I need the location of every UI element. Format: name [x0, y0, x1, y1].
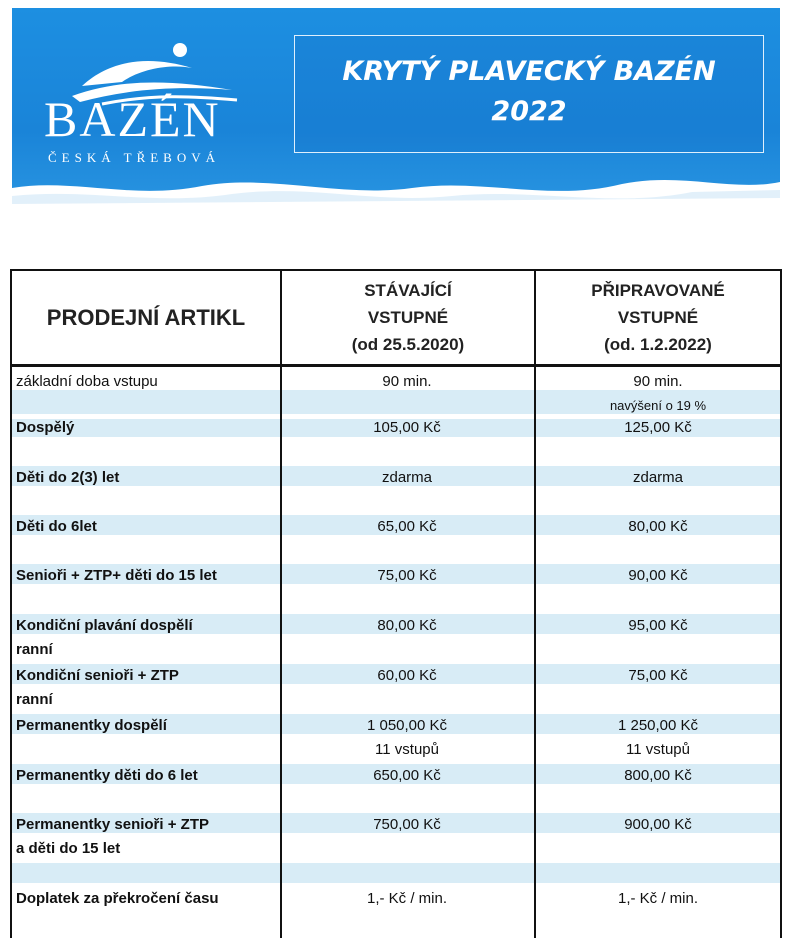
- price-table: [10, 269, 782, 938]
- current-price: 105,00 Kč: [373, 419, 441, 436]
- planned-price: 90,00 Kč: [628, 567, 688, 584]
- header-current-line2: VSTUPNÉ: [367, 308, 449, 327]
- header-current-line3: (od 25.5.2020): [351, 335, 465, 354]
- planned-price: 90 min.: [633, 373, 683, 390]
- current-price: 650,00 Kč: [373, 767, 441, 784]
- header-current-line1: STÁVAJÍCÍ: [364, 281, 452, 300]
- table-row: [12, 614, 780, 662]
- item-name: Permanentky děti do 6 let: [16, 767, 198, 784]
- item-name: základní doba vstupu: [16, 373, 158, 390]
- item-name: Kondiční senioři + ZTP: [16, 667, 179, 684]
- planned-note: navýšení o 19 %: [609, 398, 707, 413]
- current-price: 1 050,00 Kč: [366, 717, 448, 734]
- current-price: 90 min.: [382, 373, 432, 390]
- item-name-cont: ranní: [16, 691, 53, 708]
- logo-title: BAZÉN: [44, 91, 221, 147]
- header-banner: [12, 8, 780, 213]
- planned-price: 95,00 Kč: [628, 617, 688, 634]
- planned-price: zdarma: [632, 469, 684, 486]
- logo-subtitle: ČESKÁ TŘEBOVÁ: [48, 150, 221, 165]
- planned-price: 125,00 Kč: [624, 419, 692, 436]
- planned-price: 1,- Kč / min.: [617, 890, 699, 907]
- table-row: [12, 664, 780, 712]
- item-name: Dospělý: [16, 419, 75, 436]
- table-row: [12, 764, 780, 788]
- table-row: [12, 714, 780, 762]
- header-planned-line1: PŘIPRAVOVANÉ: [591, 281, 725, 300]
- column-divider: [280, 271, 282, 938]
- planned-price: 75,00 Kč: [628, 667, 688, 684]
- current-price: 1,- Kč / min.: [366, 890, 448, 907]
- item-name: Kondiční plavání dospělí: [16, 617, 193, 634]
- header-item: PRODEJNÍ ARTIKL: [46, 304, 246, 330]
- page-title: KRYTÝ PLAVECKÝ BAZÉN: [342, 56, 716, 87]
- table-row: [12, 416, 780, 440]
- planned-price: 900,00 Kč: [624, 816, 692, 833]
- item-name: Děti do 2(3) let: [16, 469, 120, 486]
- item-name-cont: ranní: [16, 641, 53, 658]
- item-name: Senioři + ZTP+ děti do 15 let: [16, 567, 217, 584]
- planned-price: 800,00 Kč: [624, 767, 692, 784]
- title-box: [294, 35, 764, 153]
- planned-price: 1 250,00 Kč: [617, 717, 699, 734]
- table-row: [12, 370, 780, 413]
- current-price: 75,00 Kč: [377, 567, 437, 584]
- item-name-cont: a děti do 15 let: [16, 840, 121, 857]
- row-stripe: [12, 863, 780, 883]
- table-header: [12, 271, 780, 367]
- bazen-logo: [32, 38, 272, 168]
- planned-price: 80,00 Kč: [628, 518, 688, 535]
- item-name: Permanentky senioři + ZTP: [16, 816, 209, 833]
- current-price: 750,00 Kč: [373, 816, 441, 833]
- item-name: Permanentky dospělí: [16, 717, 167, 734]
- current-price: zdarma: [381, 469, 433, 486]
- table-row: [12, 887, 780, 911]
- table-row: [12, 515, 780, 539]
- item-name: Děti do 6let: [16, 518, 97, 535]
- header-planned-line2: VSTUPNÉ: [617, 308, 699, 327]
- current-price: 65,00 Kč: [377, 518, 437, 535]
- item-name: Doplatek za překročení času: [16, 890, 219, 907]
- header-planned-line3: (od. 1.2.2022): [604, 335, 712, 354]
- column-divider: [534, 271, 536, 938]
- planned-note: 11 vstupů: [626, 741, 690, 758]
- current-note: 11 vstupů: [375, 741, 439, 758]
- table-row: [12, 813, 780, 861]
- current-price: 60,00 Kč: [377, 667, 437, 684]
- current-price: 80,00 Kč: [377, 617, 437, 634]
- table-row: [12, 466, 780, 490]
- table-row: [12, 564, 780, 588]
- page-title-year: 2022: [491, 96, 567, 127]
